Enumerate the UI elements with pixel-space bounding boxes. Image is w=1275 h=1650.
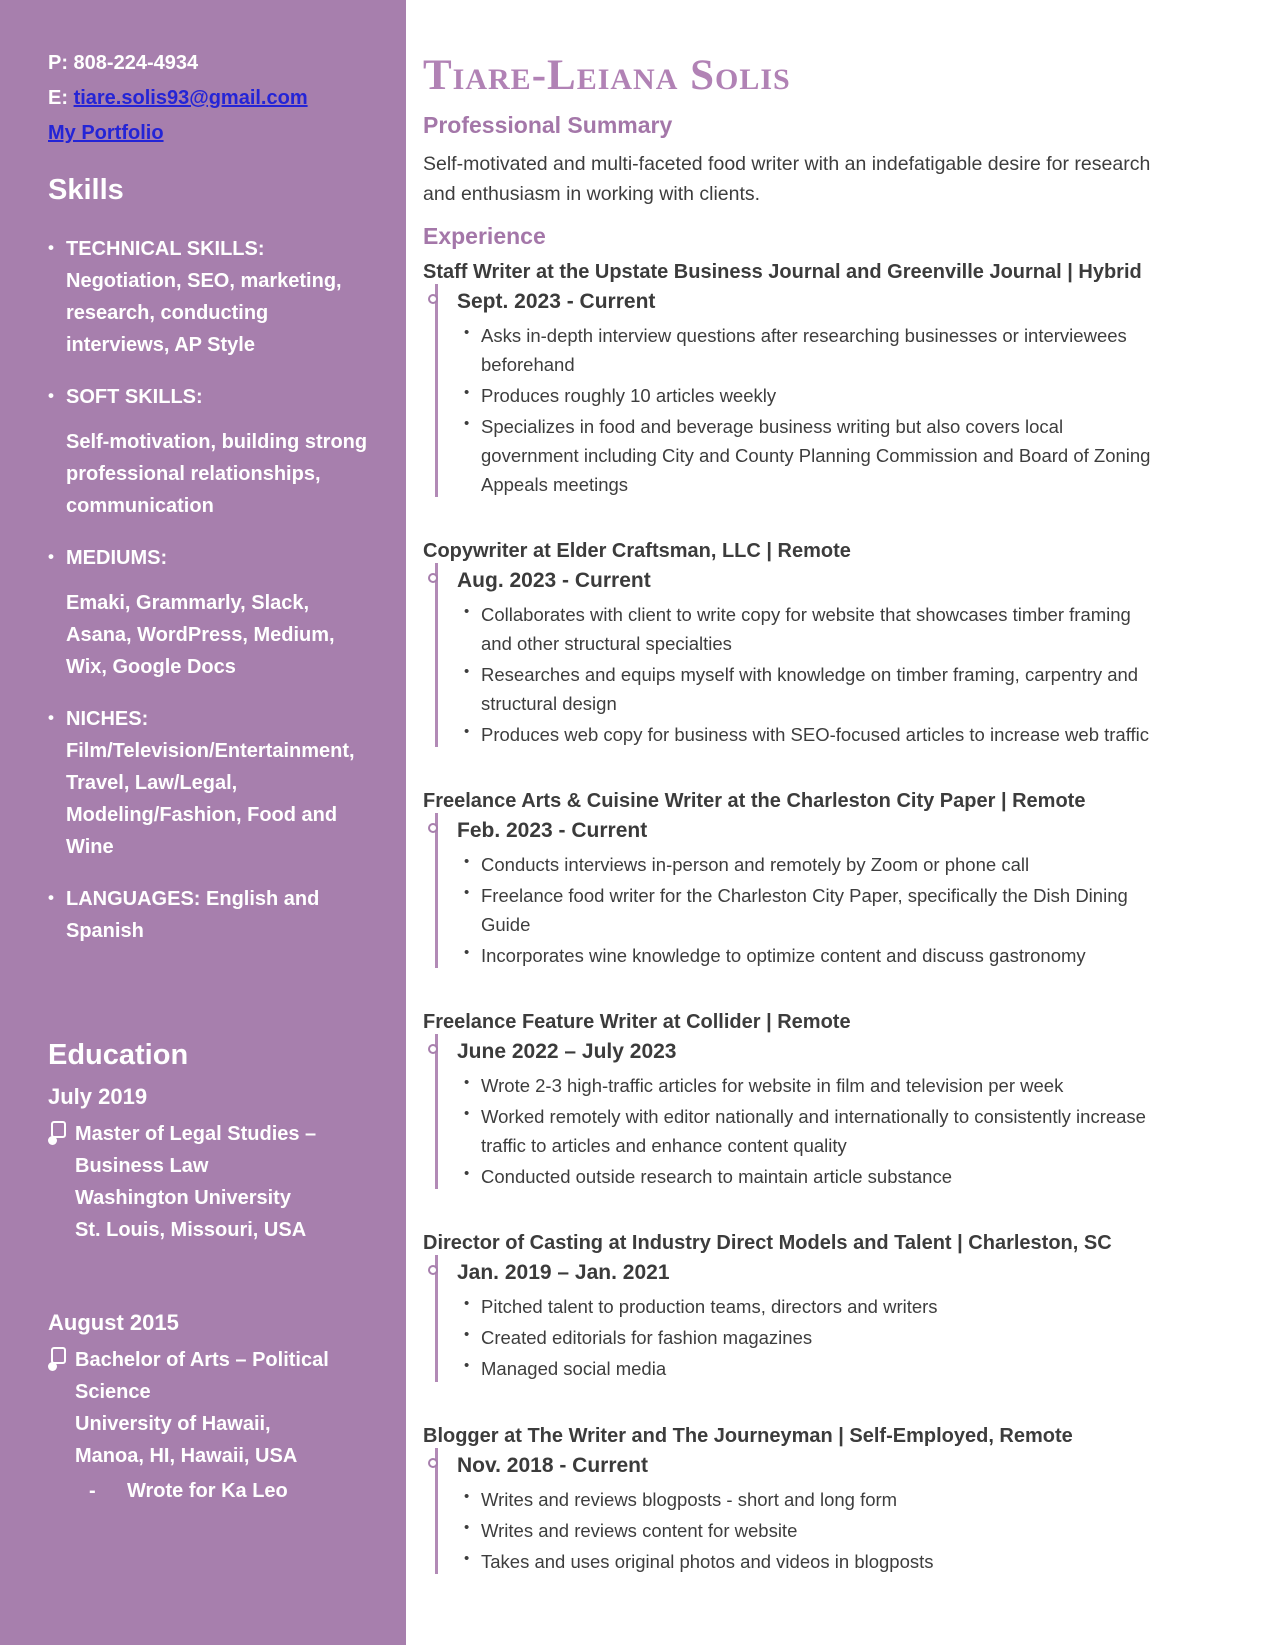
job-bullet-list (457, 1485, 1163, 1576)
sidebar (0, 0, 406, 1645)
job-bullet (457, 1354, 1163, 1383)
education-location: St. Louis, Missouri, USA (75, 1219, 307, 1241)
job-bullet (457, 941, 1163, 970)
job-bullet-text: Produces web copy for business with SEO-focused articles to increase web traffic (481, 724, 1150, 746)
job-bullet (457, 850, 1163, 879)
job-timeline (423, 1040, 1163, 1191)
job-bullet-text: Writes and reviews blogposts - short and long form (481, 1488, 898, 1510)
education-school: University of Hawaii, (75, 1413, 271, 1435)
timeline-dot-icon (428, 823, 438, 833)
job-bullet (457, 321, 1163, 379)
job-bullet (457, 1071, 1163, 1100)
skills-heading: Skills (48, 174, 124, 206)
resume-main (406, 0, 1275, 1578)
job-bullet (457, 1102, 1163, 1160)
job-timeline (423, 569, 1163, 749)
diploma-icon (48, 1121, 66, 1149)
experience-heading: Experience (423, 222, 546, 249)
skill-item-technical (48, 233, 372, 361)
job-bullet (457, 381, 1163, 410)
job-title: Staff Writer at the Upstate Business Journal and Greenville Journal | Hybrid (423, 260, 1142, 283)
job-bullet-text: Writes and reviews content for website (481, 1519, 798, 1541)
education-note: - Wrote for Ka Leo (75, 1475, 372, 1507)
job-freelance-arts-cuisine (423, 790, 1163, 970)
job-title: Freelance Feature Writer at Collider | Remote (423, 1011, 851, 1034)
job-bullet-text: Conducted outside research to maintain article substance (481, 1166, 952, 1188)
job-bullet-list (457, 321, 1163, 499)
job-freelance-feature-writer (423, 1011, 1163, 1191)
diploma-icon (48, 1347, 66, 1375)
job-bullet-list (457, 600, 1163, 749)
phone-line: P: 808-224-4934 (48, 52, 199, 74)
job-bullet-text: Managed social media (481, 1358, 667, 1380)
candidate-name: Tiare-Leiana Solis (423, 52, 791, 99)
job-bullet-list (457, 1071, 1163, 1191)
skill-label: TECHNICAL SKILLS: (66, 238, 265, 260)
education-entry-bachelors (48, 1310, 372, 1507)
job-bullet (457, 720, 1163, 749)
education-entry-masters (48, 1084, 372, 1246)
job-timeline (423, 819, 1163, 970)
job-bullet-text: Specializes in food and beverage business writing but also covers local government including City and County Planning Commission and Board of Zoning Appeals meetings (481, 415, 1151, 495)
job-bullet-text: Researches and equips myself with knowledge on timber framing, carpentry and structural design (481, 664, 1139, 715)
email-link[interactable]: tiare.solis93@gmail.com (73, 87, 308, 109)
job-director-of-casting (423, 1232, 1163, 1383)
job-bullet (457, 881, 1163, 939)
portfolio-link[interactable]: My Portfolio (48, 122, 164, 144)
job-bullet (457, 1547, 1163, 1576)
job-bullet (457, 660, 1163, 718)
skill-label: LANGUAGES: (66, 888, 201, 910)
job-bullet-text: Worked remotely with editor nationally and internationally to consistently increase traffic to articles and enhance content quality (481, 1106, 1146, 1157)
job-bullet (457, 1162, 1163, 1191)
skill-label: MEDIUMS: (66, 547, 168, 569)
job-bullet (457, 412, 1163, 499)
skill-text: English and Spanish (66, 888, 320, 942)
timeline-dot-icon (428, 1265, 438, 1275)
job-bullet (457, 1485, 1163, 1514)
portfolio-line (48, 122, 372, 144)
timeline-dot-icon (428, 1458, 438, 1468)
job-title: Freelance Arts & Cuisine Writer at the Charleston City Paper | Remote (423, 790, 1086, 813)
job-date: Aug. 2023 - Current (457, 569, 651, 592)
skill-item-languages (48, 883, 372, 947)
email-prefix: E: (48, 87, 74, 109)
education-heading: Education (48, 1039, 189, 1071)
job-date: June 2022 – July 2023 (457, 1040, 677, 1064)
job-bullet-text: Wrote 2-3 high-traffic articles for website in film and television per week (481, 1075, 1064, 1097)
job-bullet (457, 600, 1163, 658)
summary-text: Self-motivated and multi-faceted food writer with an indefatigable desire for research and enthusiasm in working with clients. (423, 153, 1151, 206)
job-bullet-text: Conducts interviews in-person and remotely by Zoom or phone call (481, 854, 1030, 876)
job-bullet-text: Created editorials for fashion magazines (481, 1327, 813, 1349)
job-bullet-text: Takes and uses original photos and videos in blogposts (481, 1550, 934, 1572)
skill-text: Film/Television/Entertainment, Travel, Law/Legal, Modeling/Fashion, Food and Wine (66, 740, 355, 858)
education-school: Washington University (75, 1187, 291, 1209)
job-bullet-text: Pitched talent to production teams, directors and writers (481, 1296, 938, 1318)
job-staff-writer (423, 261, 1163, 499)
job-date: Feb. 2023 - Current (457, 819, 648, 843)
job-bullet-list (457, 850, 1163, 970)
job-bullet-text: Collaborates with client to write copy for website that showcases timber framing and other structural specialties (481, 604, 1131, 655)
skill-item-mediums (48, 542, 372, 683)
job-bullet (457, 1516, 1163, 1545)
job-date: Sept. 2023 - Current (457, 289, 656, 313)
skill-text: Emaki, Grammarly, Slack, Asana, WordPress, Medium, Wix, Google Docs (66, 592, 335, 678)
job-copywriter (423, 540, 1163, 749)
education-degree: Bachelor of Arts – Political Science (75, 1349, 329, 1403)
education-details (75, 1118, 372, 1246)
skill-item-soft (48, 381, 372, 522)
job-date: Jan. 2019 – Jan. 2021 (457, 1261, 670, 1285)
job-bullet-list (457, 1292, 1163, 1383)
job-title: Director of Casting at Industry Direct Models and Talent | Charleston, SC (423, 1232, 1112, 1255)
job-title: Blogger at The Writer and The Journeyman | Self-Employed, Remote (423, 1424, 1073, 1447)
skill-label: SOFT SKILLS: (66, 386, 203, 408)
timeline-dot-icon (428, 1044, 438, 1054)
skill-item-niches (48, 703, 372, 863)
skill-text: Self-motivation, building strong professional relationships, communication (66, 431, 368, 517)
education-date: July 2019 (48, 1084, 148, 1109)
skill-label: NICHES: (66, 708, 149, 730)
education-location: Manoa, HI, Hawaii, USA (75, 1445, 298, 1467)
job-timeline (423, 1454, 1163, 1576)
job-bullet-text: Incorporates wine knowledge to optimize content and discuss gastronomy (481, 945, 1086, 967)
job-bullet-text: Asks in-depth interview questions after researching businesses or interviewees beforehand (481, 324, 1127, 375)
job-date: Nov. 2018 - Current (457, 1453, 648, 1477)
job-blogger (423, 1425, 1163, 1576)
job-bullet (457, 1323, 1163, 1352)
timeline-dot-icon (428, 573, 438, 583)
education-degree: Master of Legal Studies – Business Law (75, 1123, 317, 1177)
job-title: Copywriter at Elder Craftsman, LLC | Remote (423, 540, 851, 562)
job-timeline (423, 1261, 1163, 1383)
job-bullet (457, 1292, 1163, 1321)
summary-heading: Professional Summary (423, 112, 673, 138)
skill-text: Negotiation, SEO, marketing, research, conducting interviews, AP Style (66, 270, 342, 356)
education-date: August 2015 (48, 1310, 179, 1335)
timeline-dot-icon (428, 294, 438, 304)
education-details (75, 1344, 372, 1507)
job-timeline (423, 290, 1163, 499)
job-bullet-text: Freelance food writer for the Charleston City Paper, specifically the Dish Dining Guide (481, 885, 1128, 936)
skills-list (48, 233, 372, 947)
email-line (48, 87, 372, 109)
job-bullet-text: Produces roughly 10 articles weekly (481, 384, 777, 406)
